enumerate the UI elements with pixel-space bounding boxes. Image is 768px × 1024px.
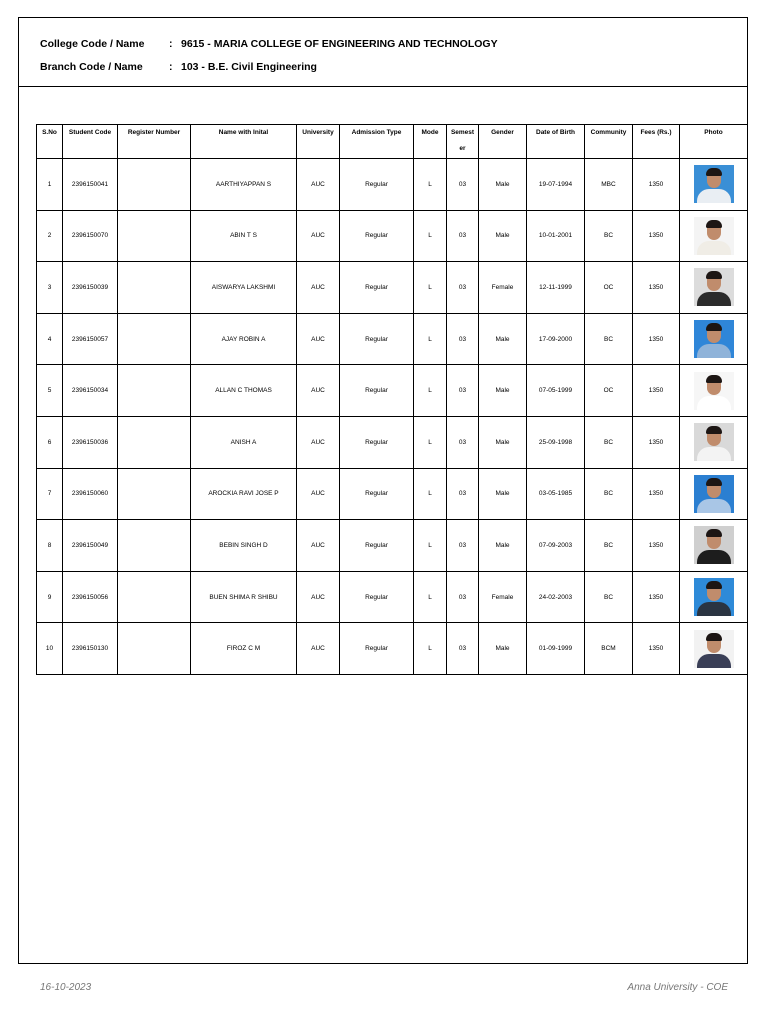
table-row [37,623,748,675]
table-row [37,468,748,520]
admission-type-cell: Regular [340,365,414,417]
mode-cell: L [414,365,447,417]
sno-cell: 6 [37,416,63,468]
community-cell: BC [585,313,633,365]
sno-cell: 1 [37,159,63,211]
admission-type-cell: Regular [340,262,414,314]
fees-cell: 1350 [633,571,680,623]
university-cell: AUC [297,416,340,468]
sno-cell: 2 [37,210,63,262]
photo-cell [680,623,748,675]
col-header-sno: S.No [37,125,63,159]
college-colon: : [169,38,173,50]
dob-cell: 25-09-1998 [527,416,585,468]
sno-cell: 9 [37,571,63,623]
university-cell: AUC [297,520,340,572]
student-code-cell: 2396150057 [63,313,118,365]
dob-cell: 03-05-1985 [527,468,585,520]
photo-cell [680,468,748,520]
semester-cell: 03 [447,520,479,572]
admission-type-cell: Regular [340,623,414,675]
semester-cell: 03 [447,623,479,675]
name-cell: ALLAN C THOMAS [191,365,297,417]
col-header-mode: Mode [414,125,447,159]
dob-cell: 19-07-1994 [527,159,585,211]
table-header-row [37,125,748,159]
table-row [37,571,748,623]
photo-hair [706,375,722,383]
register-number-cell [118,571,191,623]
gender-cell: Male [479,520,527,572]
community-cell: BC [585,210,633,262]
col-header-photo: Photo [680,125,748,159]
col-header-community: Community [585,125,633,159]
photo-hair [706,220,722,228]
col-header-admission-type: Admission Type [340,125,414,159]
mode-cell: L [414,313,447,365]
register-number-cell [118,468,191,520]
college-label: College Code / Name [40,38,145,50]
col-header-register-number: Register Number [118,125,191,159]
col-header-fees: Fees (Rs.) [633,125,680,159]
dob-cell: 24-02-2003 [527,571,585,623]
header-divider [19,86,747,87]
photo-hair [706,271,722,279]
semester-cell: 03 [447,159,479,211]
mode-cell: L [414,210,447,262]
photo-shirt [697,602,731,616]
photo-cell [680,262,748,314]
table-row [37,365,748,417]
mode-cell: L [414,468,447,520]
photo-hair [706,168,722,176]
college-value: 9615 - MARIA COLLEGE OF ENGINEERING AND TECHNOLOGY [181,38,498,50]
mode-cell: L [414,262,447,314]
admission-type-cell: Regular [340,416,414,468]
branch-value: 103 - B.E. Civil Engineering [181,61,317,73]
admission-type-cell: Regular [340,571,414,623]
photo-hair [706,323,722,331]
dob-cell: 07-09-2003 [527,520,585,572]
gender-cell: Female [479,262,527,314]
university-cell: AUC [297,262,340,314]
student-code-cell: 2396150060 [63,468,118,520]
university-cell: AUC [297,313,340,365]
student-photo [694,165,734,203]
student-photo [694,372,734,410]
community-cell: OC [585,262,633,314]
photo-shirt [697,499,731,513]
photo-cell [680,365,748,417]
student-code-cell: 2396150039 [63,262,118,314]
semester-cell: 03 [447,210,479,262]
student-photo [694,526,734,564]
semester-cell: 03 [447,571,479,623]
student-photo [694,630,734,668]
sno-cell: 8 [37,520,63,572]
dob-cell: 01-09-1999 [527,623,585,675]
branch-label: Branch Code / Name [40,61,143,73]
photo-hair [706,633,722,641]
col-header-name: Name with Inital [191,125,297,159]
student-table [36,124,748,675]
gender-cell: Male [479,416,527,468]
table-row [37,520,748,572]
name-cell: ABIN T S [191,210,297,262]
admission-type-cell: Regular [340,159,414,211]
fees-cell: 1350 [633,210,680,262]
community-cell: BCM [585,623,633,675]
fees-cell: 1350 [633,313,680,365]
photo-hair [706,529,722,537]
fees-cell: 1350 [633,159,680,211]
fees-cell: 1350 [633,262,680,314]
student-code-cell: 2396150041 [63,159,118,211]
table-row [37,262,748,314]
table-row [37,159,748,211]
semester-cell: 03 [447,468,479,520]
student-code-cell: 2396150036 [63,416,118,468]
university-cell: AUC [297,159,340,211]
photo-shirt [697,189,731,203]
semester-cell: 03 [447,365,479,417]
gender-cell: Female [479,571,527,623]
photo-hair [706,581,722,589]
photo-cell [680,520,748,572]
branch-colon: : [169,61,173,73]
mode-cell: L [414,159,447,211]
admission-type-cell: Regular [340,313,414,365]
register-number-cell [118,159,191,211]
sno-cell: 5 [37,365,63,417]
table-row [37,416,748,468]
sno-cell: 10 [37,623,63,675]
student-photo [694,578,734,616]
photo-shirt [697,292,731,306]
gender-cell: Male [479,210,527,262]
photo-shirt [697,550,731,564]
name-cell: FIROZ C M [191,623,297,675]
name-cell: BUEN SHIMA R SHIBU [191,571,297,623]
university-cell: AUC [297,468,340,520]
community-cell: BC [585,571,633,623]
fees-cell: 1350 [633,468,680,520]
fees-cell: 1350 [633,520,680,572]
col-header-gender: Gender [479,125,527,159]
photo-hair [706,426,722,434]
sno-cell: 3 [37,262,63,314]
gender-cell: Male [479,365,527,417]
gender-cell: Male [479,623,527,675]
university-cell: AUC [297,571,340,623]
university-cell: AUC [297,210,340,262]
photo-hair [706,478,722,486]
student-code-cell: 2396150034 [63,365,118,417]
student-code-cell: 2396150056 [63,571,118,623]
mode-cell: L [414,520,447,572]
community-cell: BC [585,468,633,520]
photo-shirt [697,396,731,410]
photo-cell [680,159,748,211]
name-cell: AROCKIA RAVI JOSE P [191,468,297,520]
register-number-cell [118,520,191,572]
fees-cell: 1350 [633,416,680,468]
register-number-cell [118,416,191,468]
sno-cell: 7 [37,468,63,520]
dob-cell: 10-01-2001 [527,210,585,262]
community-cell: BC [585,520,633,572]
student-code-cell: 2396150049 [63,520,118,572]
student-code-cell: 2396150130 [63,623,118,675]
community-cell: BC [585,416,633,468]
photo-shirt [697,344,731,358]
mode-cell: L [414,416,447,468]
community-cell: MBC [585,159,633,211]
photo-shirt [697,447,731,461]
photo-shirt [697,241,731,255]
fees-cell: 1350 [633,623,680,675]
university-cell: AUC [297,365,340,417]
fees-cell: 1350 [633,365,680,417]
student-photo [694,217,734,255]
university-cell: AUC [297,623,340,675]
dob-cell: 12-11-1999 [527,262,585,314]
register-number-cell [118,262,191,314]
name-cell: BEBIN SINGH D [191,520,297,572]
col-header-university: University [297,125,340,159]
register-number-cell [118,313,191,365]
photo-cell [680,571,748,623]
name-cell: AJAY ROBIN A [191,313,297,365]
name-cell: AARTHIYAPPAN S [191,159,297,211]
col-header-semester: Semest er [447,125,479,159]
gender-cell: Male [479,313,527,365]
name-cell: AISWARYA LAKSHMI [191,262,297,314]
register-number-cell [118,623,191,675]
table-row [37,313,748,365]
col-header-student-code: Student Code [63,125,118,159]
col-header-dob: Date of Birth [527,125,585,159]
table-row [37,210,748,262]
dob-cell: 17-09-2000 [527,313,585,365]
student-photo [694,320,734,358]
photo-cell [680,210,748,262]
sno-cell: 4 [37,313,63,365]
semester-cell: 03 [447,262,479,314]
gender-cell: Male [479,468,527,520]
photo-cell [680,313,748,365]
photo-shirt [697,654,731,668]
admission-type-cell: Regular [340,468,414,520]
register-number-cell [118,210,191,262]
community-cell: OC [585,365,633,417]
dob-cell: 07-05-1999 [527,365,585,417]
footer-organization: Anna University - COE [627,982,728,993]
admission-type-cell: Regular [340,210,414,262]
student-photo [694,423,734,461]
photo-cell [680,416,748,468]
footer-date: 16-10-2023 [40,982,92,993]
student-code-cell: 2396150070 [63,210,118,262]
student-photo [694,475,734,513]
gender-cell: Male [479,159,527,211]
mode-cell: L [414,623,447,675]
student-photo [694,268,734,306]
register-number-cell [118,365,191,417]
semester-cell: 03 [447,313,479,365]
name-cell: ANISH A [191,416,297,468]
mode-cell: L [414,571,447,623]
admission-type-cell: Regular [340,520,414,572]
semester-cell: 03 [447,416,479,468]
